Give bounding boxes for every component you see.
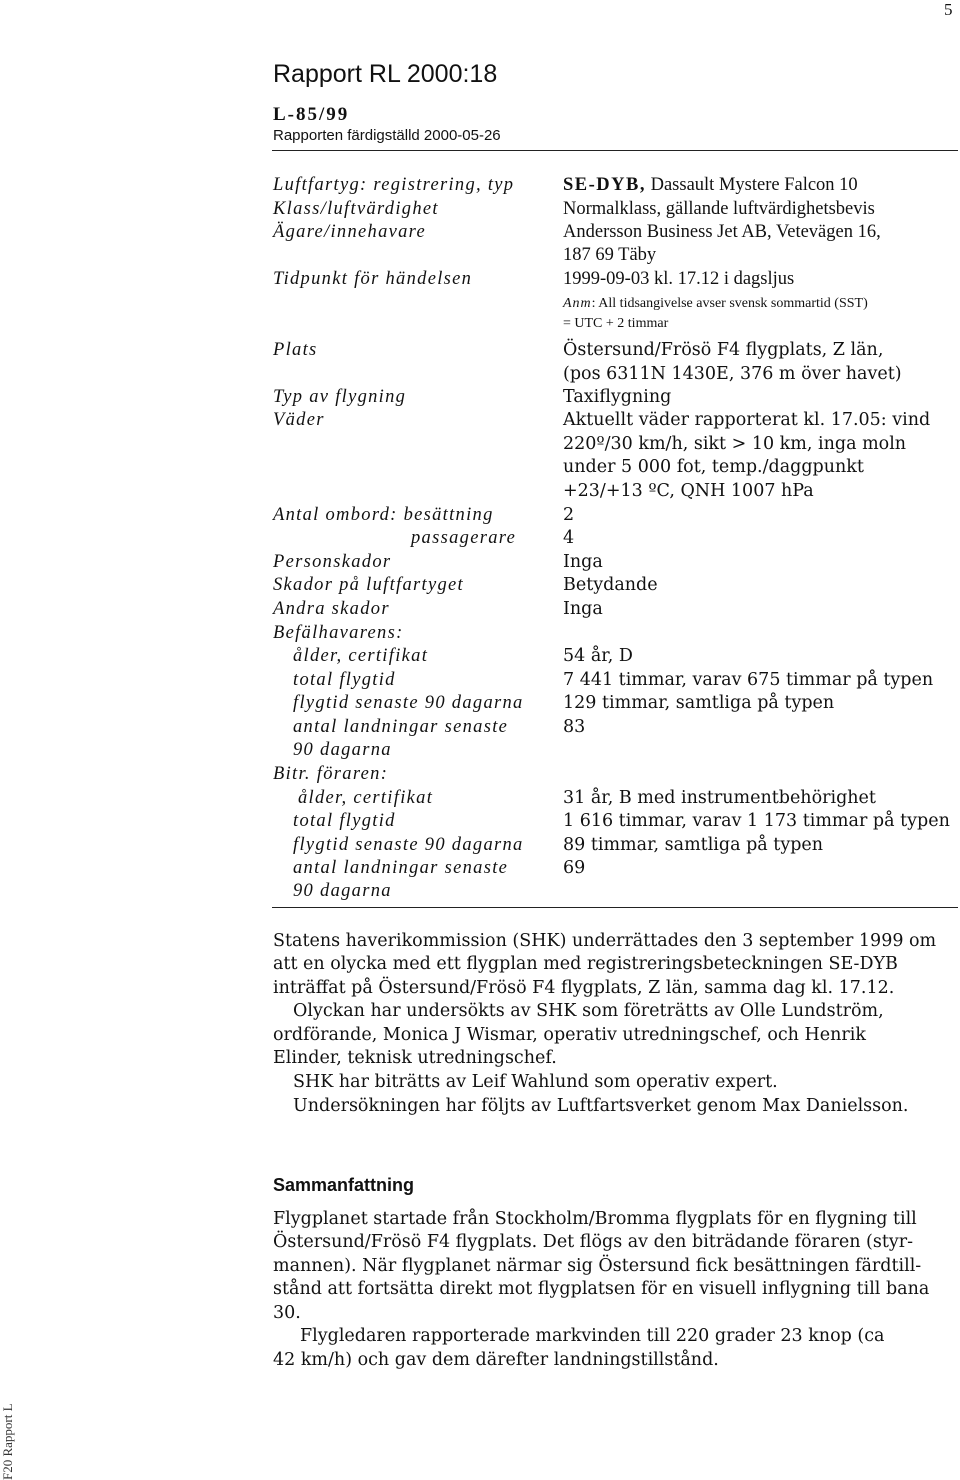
facts-divider xyxy=(272,907,958,908)
time-note-line1 xyxy=(563,296,868,312)
owner-value-line1: Andersson Business Jet AB, Vetevägen 16, xyxy=(563,222,881,242)
passengers-value: 4 xyxy=(563,528,575,548)
captain-age-label: ålder, certifikat xyxy=(293,646,429,666)
captain-landings-label-line2: 90 dagarna xyxy=(293,740,392,760)
other-damage-value: Inga xyxy=(563,599,603,619)
copilot-landings-value: 69 xyxy=(563,858,586,878)
passengers-label: passagerare xyxy=(411,528,517,548)
owner-label: Ägare/innehavare xyxy=(273,222,427,242)
summary-p2-line1: Flygledaren rapporterade markvinden till 220 grader 23 knop (ca xyxy=(300,1326,885,1346)
intro-p4-line1: Undersökningen har följts av Luftfartsverket genom Max Danielsson. xyxy=(293,1096,909,1116)
flight-type-value: Taxiflygning xyxy=(563,387,672,407)
weather-value-line3: under 5 000 fot, temp./daggpunkt xyxy=(563,457,864,477)
weather-value-line1: Aktuellt väder rapporterat kl. 17.05: vind xyxy=(563,410,931,430)
registration-code: SE-DYB, xyxy=(563,175,646,195)
margin-note: F20 Rapport L xyxy=(0,1403,15,1480)
copilot-90days-label: flygtid senaste 90 dagarna xyxy=(293,835,524,855)
summary-p1-line2: Östersund/Frösö F4 flygplats. Det flögs av den biträdande föraren (styr- xyxy=(273,1232,914,1252)
intro-p2-line1: Olyckan har undersökts av SHK som företrätts av Olle Lundström, xyxy=(293,1001,884,1021)
intro-p3-line1: SHK har biträtts av Leif Wahlund som operativ expert. xyxy=(293,1072,778,1092)
captain-age-value: 54 år, D xyxy=(563,646,633,666)
weather-label: Väder xyxy=(273,410,325,430)
aircraft-damage-label: Skador på luftfartyget xyxy=(273,575,464,595)
weather-value-line4: +23/+13 ºC, QNH 1007 hPa xyxy=(563,481,814,501)
captain-90days-value: 129 timmar, samtliga på typen xyxy=(563,693,835,713)
copilot-heading: Bitr. föraren: xyxy=(273,764,389,784)
intro-p1-line1: Statens haverikommission (SHK) underrättades den 3 september 1999 om xyxy=(273,931,937,951)
weather-value-line2: 220º/30 km/h, sikt > 10 km, inga moln xyxy=(563,434,907,454)
aircraft-damage-value: Betydande xyxy=(563,575,658,595)
summary-p1-line5: 30. xyxy=(273,1303,301,1323)
intro-p2-line3: Elinder, teknisk utredningschef. xyxy=(273,1048,557,1068)
copilot-total-label: total flygtid xyxy=(293,811,396,831)
completion-date: Rapporten färdigställd 2000-05-26 xyxy=(273,127,501,144)
crew-value: 2 xyxy=(563,505,575,525)
injuries-value: Inga xyxy=(563,552,603,572)
copilot-total-value: 1 616 timmar, varav 1 173 timmar på typen xyxy=(563,811,950,831)
flight-type-label: Typ av flygning xyxy=(273,387,407,407)
captain-total-value: 7 441 timmar, varav 675 timmar på typen xyxy=(563,670,934,690)
summary-heading: Sammanfattning xyxy=(273,1175,415,1195)
captain-heading: Befälhavarens: xyxy=(273,623,404,643)
copilot-age-label: ålder, certifikat xyxy=(298,788,434,808)
captain-landings-value: 83 xyxy=(563,717,586,737)
place-value-line2: (pos 6311N 1430E, 376 m över havet) xyxy=(563,364,902,384)
injuries-label: Personskador xyxy=(273,552,392,572)
aircraft-type: Dassault Mystere Falcon 10 xyxy=(645,175,858,195)
summary-p1-line4: stånd att fortsätta direkt mot flygplatsen för en visuell inflygning till bana xyxy=(273,1279,930,1299)
copilot-landings-label-line1: antal landningar senaste xyxy=(293,858,509,878)
note-text: : All tidsangivelse avser svensk sommartid (SST) xyxy=(591,296,868,311)
page-number: 5 xyxy=(944,0,953,19)
intro-p2-line2: ordförande, Monica J Wismar, operativ utredningschef, och Henrik xyxy=(273,1025,866,1045)
time-note-line2: = UTC + 2 timmar xyxy=(563,316,669,331)
captain-total-label: total flygtid xyxy=(293,670,396,690)
time-label: Tidpunkt för händelsen xyxy=(273,269,473,289)
copilot-90days-value: 89 timmar, samtliga på typen xyxy=(563,835,824,855)
summary-p1-line1: Flygplanet startade från Stockholm/Bromma flygplats för en flygning till xyxy=(273,1209,917,1229)
summary-p2-line2: 42 km/h) och gav dem därefter landningstillstånd. xyxy=(273,1350,719,1370)
class-value: Normalklass, gällande luftvärdighetsbevis xyxy=(563,199,875,219)
note-key: Anm xyxy=(563,296,592,311)
time-value: 1999-09-03 kl. 17.12 i dagsljus xyxy=(563,269,795,289)
copilot-age-value: 31 år, B med instrumentbehörighet xyxy=(563,788,876,808)
place-value-line1: Östersund/Frösö F4 flygplats, Z län, xyxy=(563,340,884,360)
place-label: Plats xyxy=(273,340,318,360)
summary-p1-line3: mannen). När flygplanet närmar sig Östersund fick besättningen färdtill- xyxy=(273,1256,922,1276)
registration-value xyxy=(563,175,858,196)
captain-landings-label-line1: antal landningar senaste xyxy=(293,717,509,737)
report-reference: L-85/99 xyxy=(273,104,350,125)
owner-value-line2: 187 69 Täby xyxy=(563,245,657,265)
intro-p1-line3: inträffat på Östersund/Frösö F4 flygplats, Z län, samma dag kl. 17.12. xyxy=(273,978,895,998)
captain-90days-label: flygtid senaste 90 dagarna xyxy=(293,693,524,713)
registration-label: Luftfartyg: registrering, typ xyxy=(273,175,515,195)
header-divider xyxy=(272,150,958,151)
report-title: Rapport RL 2000:18 xyxy=(273,60,498,88)
intro-p1-line2: att en olycka med ett flygplan med registreringsbeteckningen SE-DYB xyxy=(273,954,898,974)
crew-label: Antal ombord: besättning xyxy=(273,505,494,525)
copilot-landings-label-line2: 90 dagarna xyxy=(293,881,392,901)
class-label: Klass/luftvärdighet xyxy=(273,199,439,219)
other-damage-label: Andra skador xyxy=(273,599,390,619)
